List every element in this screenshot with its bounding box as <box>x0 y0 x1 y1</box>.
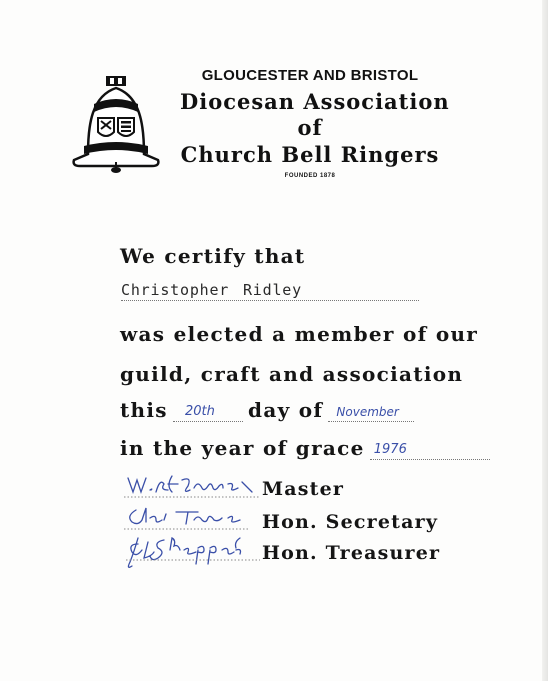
guild-line: guild, craft and association <box>120 362 464 386</box>
certify-intro: We certify that <box>120 244 306 268</box>
master-title: Master <box>262 478 345 500</box>
master-signature <box>124 470 264 500</box>
founded-year: FOUNDED 1878 <box>284 173 336 179</box>
year-field <box>370 437 490 460</box>
treasurer-title: Hon. Treasurer <box>262 542 441 564</box>
org-region-heading: GLOUCESTER AND BRISTOL <box>201 67 419 84</box>
day-of-label: day of <box>248 398 324 422</box>
day-handwritten: 20th <box>184 404 215 419</box>
secretary-signature <box>124 502 254 532</box>
year-label: in the year of grace <box>120 436 365 460</box>
org-title-line2: of <box>297 115 323 140</box>
bell-with-two-shields-icon <box>66 74 166 174</box>
elected-line: was elected a member of our <box>120 322 479 346</box>
year-handwritten: 1976 <box>373 442 407 457</box>
this-label: this <box>120 398 168 422</box>
org-title-line3: Church Bell Ringers <box>180 142 440 167</box>
org-title-line1: Diocesan Association <box>180 89 450 114</box>
paper-edge <box>542 0 548 681</box>
secretary-title: Hon. Secretary <box>262 511 439 533</box>
month-handwritten: November <box>336 405 399 419</box>
member-name: Christopher Ridley <box>121 281 419 301</box>
year-row <box>120 436 490 462</box>
date-row <box>120 398 414 424</box>
day-field <box>173 399 243 422</box>
month-field <box>328 399 414 422</box>
treasurer-signature <box>124 534 264 564</box>
